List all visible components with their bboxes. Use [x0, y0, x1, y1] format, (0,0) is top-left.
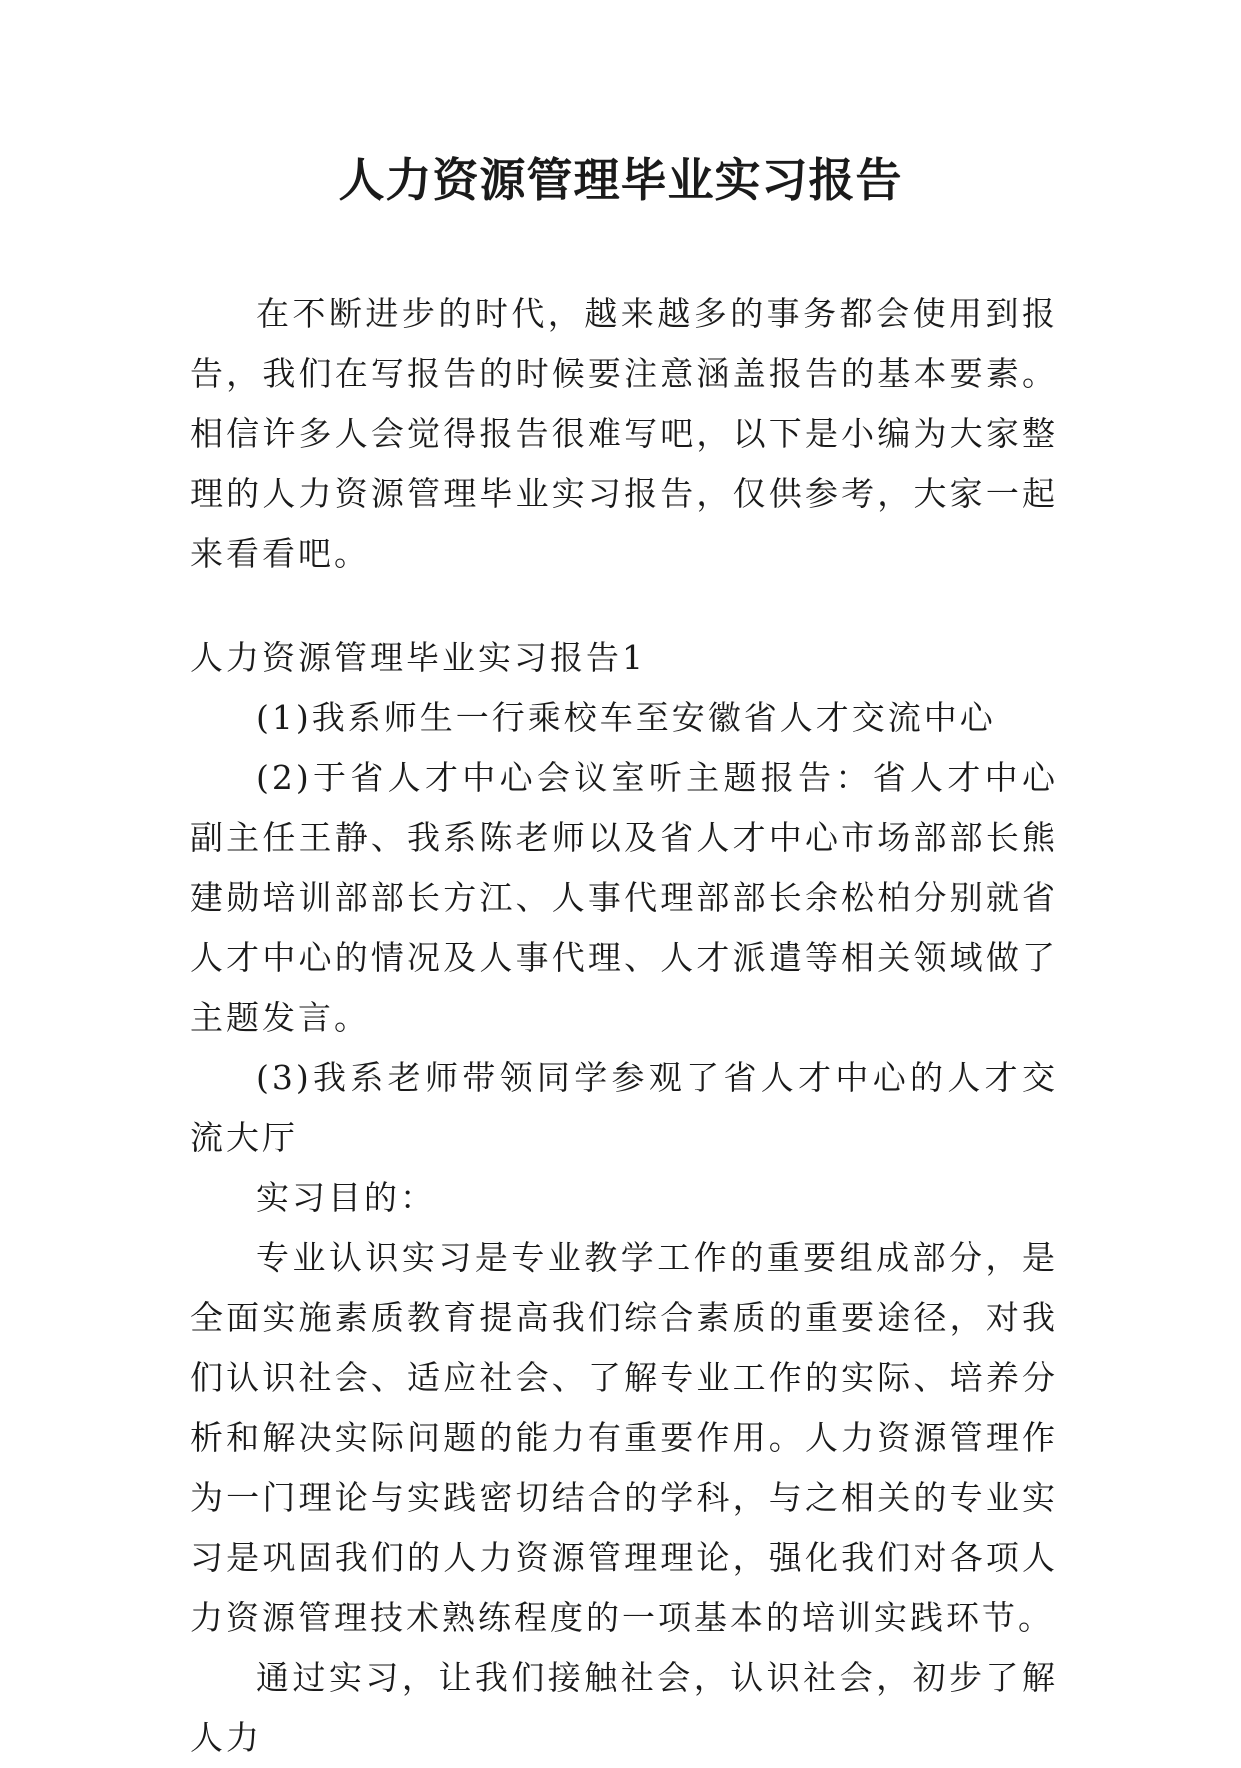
body-paragraph: 通过实习，让我们接触社会，认识社会，初步了解人力 — [190, 1658, 1058, 1757]
body-paragraph: (1)我系师生一行乘校车至安徽省人才交流中心 — [256, 698, 996, 737]
body-paragraph: (3)我系老师带领同学参观了省人才中心的人才交流大厅 — [190, 1058, 1058, 1157]
document-title: 人力资源管理毕业实习报告 — [338, 153, 903, 207]
body-paragraph: 实习目的： — [256, 1178, 436, 1217]
document-body — [190, 284, 1058, 1768]
paragraph-gap — [190, 584, 1058, 628]
body-paragraph: (2)于省人才中心会议室听主题报告：省人才中心副主任王静、我系陈老师以及省人才中心市场部部长熊建勋培训部部长方江、人事代理部部长余松柏分别就省人才中心的情况及人事代理、人才派遣等相关领域做了主题发言。 — [190, 758, 1058, 1037]
body-paragraph: 专业认识实习是专业教学工作的重要组成部分，是全面实施素质教育提高我们综合素质的重要途径，对我们认识社会、适应社会、了解专业工作的实际、培养分析和解决实际问题的能力有重要作用。人力资源管理作为一门理论与实践密切结合的学科，与之相关的专业实习是巩固我们的人力资源管理理论，强化我们对各项人力资源管理技术熟练程度的一项基本的培训实践环节。 — [190, 1238, 1058, 1637]
intro-paragraph: 在不断进步的时代，越来越多的事务都会使用到报告，我们在写报告的时候要注意涵盖报告的基本要素。相信许多人会觉得报告很难写吧，以下是小编为大家整理的人力资源管理毕业实习报告，仅供参考，大家一起来看看吧。 — [190, 294, 1058, 573]
section-heading: 人力资源管理毕业实习报告1 — [190, 638, 646, 677]
